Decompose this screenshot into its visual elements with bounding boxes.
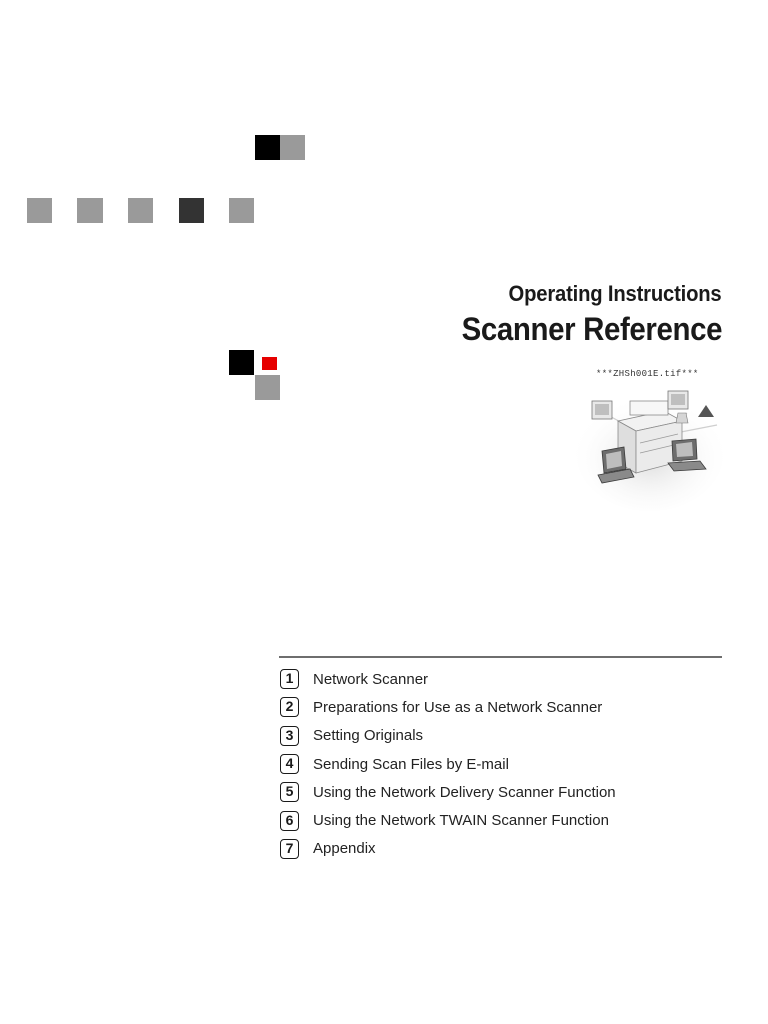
toc-item[interactable] — [280, 722, 616, 750]
toc-divider — [279, 656, 722, 658]
decor-square-black-mid — [229, 350, 254, 375]
toc-item[interactable] — [280, 835, 616, 863]
decor-square-gray-row-5 — [229, 198, 254, 223]
chapter-number-badge: 6 — [280, 811, 299, 831]
chapter-title: Setting Originals — [313, 727, 424, 745]
chapter-title: Using the Network TWAIN Scanner Function — [313, 812, 609, 830]
toc-item[interactable] — [280, 693, 616, 721]
decor-square-red-accent — [262, 357, 277, 370]
illustration-caption: ***ZHSh001E.tif*** — [596, 369, 699, 379]
chapter-number-badge: 7 — [280, 839, 299, 859]
chapter-number-badge: 5 — [280, 782, 299, 802]
decor-square-gray-row-2 — [77, 198, 103, 223]
chapter-number-badge: 1 — [280, 669, 299, 689]
toc-item[interactable] — [280, 778, 616, 806]
toc-item[interactable] — [280, 806, 616, 834]
toc-item[interactable] — [280, 665, 616, 693]
chapter-number-badge: 3 — [280, 726, 299, 746]
chapter-number-badge: 4 — [280, 754, 299, 774]
chapter-title: Preparations for Use as a Network Scanner — [313, 698, 603, 716]
decor-square-gray-top — [280, 135, 305, 160]
document-subtitle: Operating Instructions — [509, 281, 722, 306]
toc-item[interactable] — [280, 750, 616, 778]
chapter-title: Appendix — [313, 840, 376, 858]
chapter-title: Using the Network Delivery Scanner Function — [313, 783, 616, 801]
document-title: Scanner Reference — [461, 311, 722, 347]
chapter-title: Sending Scan Files by E-mail — [313, 755, 509, 773]
chapter-number-badge: 2 — [280, 697, 299, 717]
decor-square-dark-row-4 — [179, 198, 204, 223]
decor-square-gray-mid — [255, 375, 280, 400]
decor-square-gray-row-3 — [128, 198, 153, 223]
decor-square-gray-row-1 — [27, 198, 52, 223]
table-of-contents — [280, 665, 616, 863]
network-scanner-illustration — [572, 383, 724, 513]
chapter-title: Network Scanner — [313, 670, 429, 688]
decor-square-black-top — [255, 135, 280, 160]
